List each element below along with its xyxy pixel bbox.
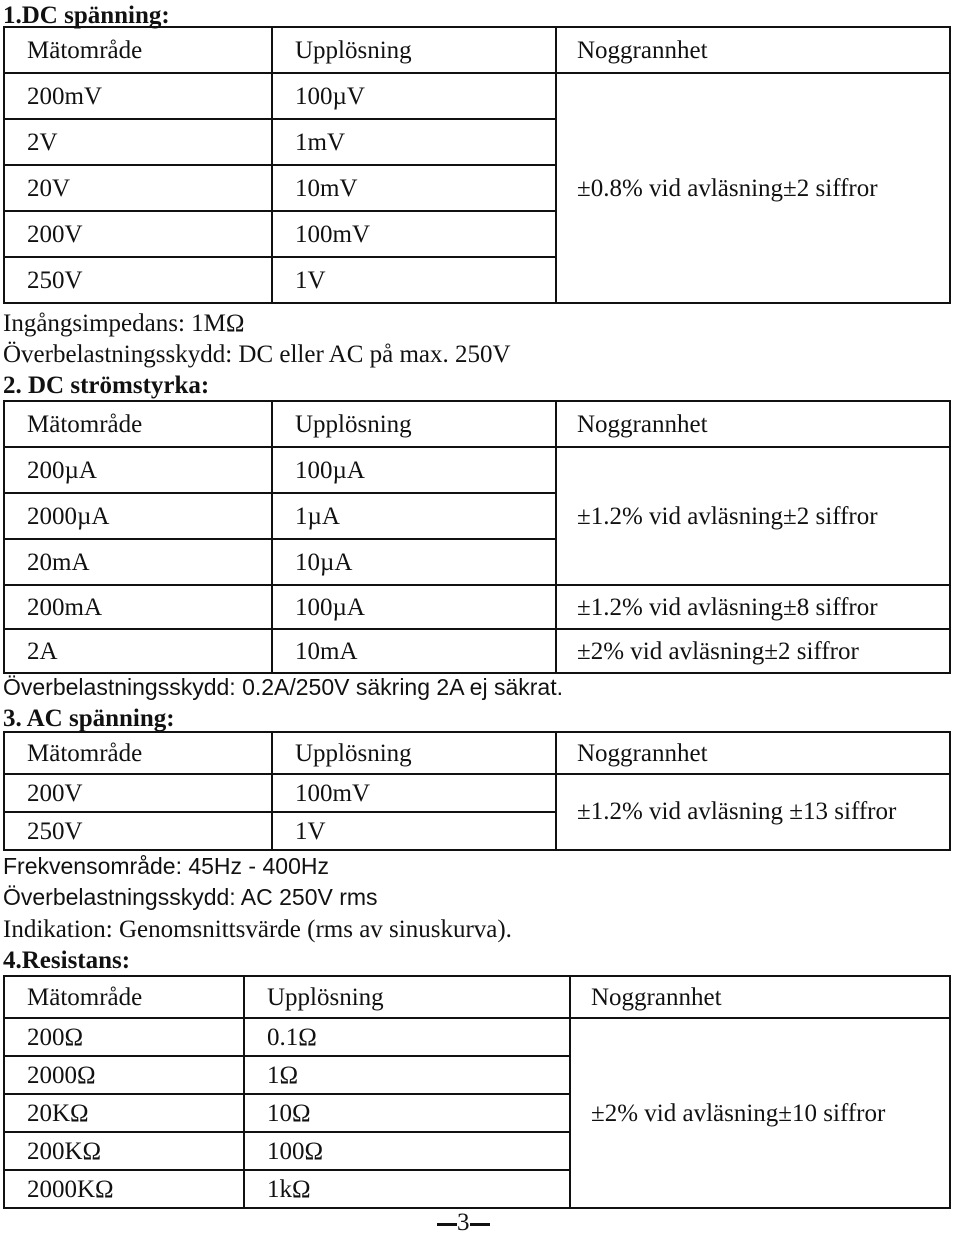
accuracy-cell: ±1.2% vid avläsning ±13 siffror: [556, 774, 950, 850]
resolution-cell: 1Ω: [244, 1056, 570, 1094]
range-cell: 200mV: [4, 73, 272, 119]
input-impedance-note: Ingångsimpedans: 1MΩ: [3, 310, 245, 337]
table-header-row: [4, 27, 950, 73]
table-row: [4, 73, 950, 119]
section-4-title: 4.Resistans:: [3, 947, 131, 974]
range-cell: 200V: [4, 211, 272, 257]
range-cell: 250V: [4, 812, 272, 850]
header-resolution: Upplösning: [272, 401, 556, 447]
header-accuracy: Noggrannhet: [556, 27, 950, 73]
range-cell: 200V: [4, 774, 272, 812]
resolution-cell: 100µA: [272, 447, 556, 493]
header-range: Mätområde: [4, 732, 272, 774]
resolution-cell: 100mV: [272, 211, 556, 257]
table-row: [4, 447, 950, 493]
resolution-cell: 1mV: [272, 119, 556, 165]
header-resolution: Upplösning: [272, 732, 556, 774]
accuracy-cell: ±1.2% vid avläsning±8 siffror: [556, 585, 950, 629]
overload-protection-note: Överbelastningsskydd: AC 250V rms: [3, 884, 378, 910]
resolution-cell: 1kΩ: [244, 1170, 570, 1208]
range-cell: 200Ω: [4, 1018, 244, 1056]
dc-current-table: [3, 400, 951, 674]
table-header-row: [4, 401, 950, 447]
resolution-cell: 1V: [272, 812, 556, 850]
resolution-cell: 100mV: [272, 774, 556, 812]
range-cell: 2000Ω: [4, 1056, 244, 1094]
resolution-cell: 1V: [272, 257, 556, 303]
resolution-cell: 10mV: [272, 165, 556, 211]
resolution-cell: 0.1Ω: [244, 1018, 570, 1056]
dash-right: [470, 1223, 490, 1226]
accuracy-cell: ±2% vid avläsning±2 siffror: [556, 629, 950, 673]
section-3-title: 3. AC spänning:: [3, 705, 175, 732]
resolution-cell: 100µA: [272, 585, 556, 629]
header-accuracy: Noggrannhet: [556, 732, 950, 774]
range-cell: 200KΩ: [4, 1132, 244, 1170]
resolution-cell: 1µA: [272, 493, 556, 539]
resolution-cell: 10mA: [272, 629, 556, 673]
frequency-range-note: Frekvensområde: 45Hz - 400Hz: [3, 853, 329, 879]
table-row: [4, 1018, 950, 1056]
resolution-cell: 100Ω: [244, 1132, 570, 1170]
header-accuracy: Noggrannhet: [570, 976, 950, 1018]
range-cell: 2000µA: [4, 493, 272, 539]
range-cell: 200mA: [4, 585, 272, 629]
header-range: Mätområde: [4, 401, 272, 447]
table-row: [4, 585, 950, 629]
table-row: [4, 774, 950, 812]
dash-left: [437, 1223, 457, 1226]
ac-voltage-table: [3, 731, 951, 851]
range-cell: 2000KΩ: [4, 1170, 244, 1208]
page-number: [437, 1210, 490, 1235]
range-cell: 2V: [4, 119, 272, 165]
range-cell: 20mA: [4, 539, 272, 585]
accuracy-cell: ±2% vid avläsning±10 siffror: [570, 1018, 950, 1208]
accuracy-cell: ±0.8% vid avläsning±2 siffror: [556, 73, 950, 303]
section-1-title: 1.DC spänning:: [3, 2, 170, 29]
header-range: Mätområde: [4, 976, 244, 1018]
header-resolution: Upplösning: [272, 27, 556, 73]
range-cell: 2A: [4, 629, 272, 673]
accuracy-cell: ±1.2% vid avläsning±2 siffror: [556, 447, 950, 585]
header-accuracy: Noggrannhet: [556, 401, 950, 447]
range-cell: 20KΩ: [4, 1094, 244, 1132]
overload-protection-note: Överbelastningsskydd: 0.2A/250V säkring 2A ej säkrat.: [3, 674, 563, 700]
overload-protection-note: Överbelastningsskydd: DC eller AC på max. 250V: [3, 341, 511, 368]
resolution-cell: 100µV: [272, 73, 556, 119]
resolution-cell: 10µA: [272, 539, 556, 585]
range-cell: 250V: [4, 257, 272, 303]
header-range: Mätområde: [4, 27, 272, 73]
page-number-label: 3: [457, 1209, 470, 1236]
section-2-title: 2. DC strömstyrka:: [3, 372, 210, 399]
table-header-row: [4, 976, 950, 1018]
table-header-row: [4, 732, 950, 774]
range-cell: 20V: [4, 165, 272, 211]
resistance-table: [3, 975, 951, 1209]
table-row: [4, 629, 950, 673]
dc-voltage-table: [3, 26, 951, 304]
indication-note: Indikation: Genomsnittsvärde (rms av sinuskurva).: [3, 916, 512, 943]
range-cell: 200µA: [4, 447, 272, 493]
resolution-cell: 10Ω: [244, 1094, 570, 1132]
header-resolution: Upplösning: [244, 976, 570, 1018]
